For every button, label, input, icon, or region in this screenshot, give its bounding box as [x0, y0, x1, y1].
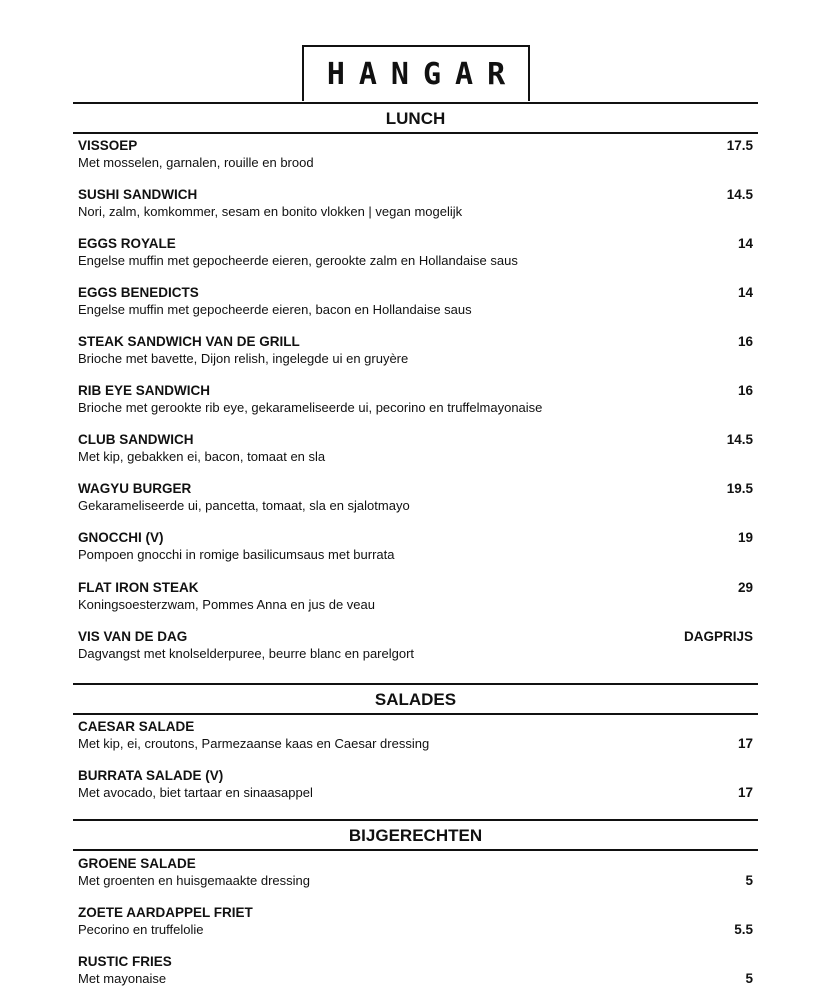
item-description: Engelse muffin met gepocheerde eieren, bacon en Hollandaise saus — [78, 302, 472, 317]
menu-item — [78, 629, 753, 665]
item-price: 14.5 — [726, 187, 753, 202]
item-name: EGGS ROYALE — [78, 236, 176, 251]
section-rule-bottom — [73, 713, 758, 715]
item-price: 17 — [737, 736, 753, 751]
item-description: Koningsoesterzwam, Pommes Anna en jus de veau — [78, 597, 376, 612]
menu-item — [78, 954, 753, 990]
item-name: CAESAR SALADE — [78, 719, 195, 734]
menu-item — [78, 481, 753, 517]
menu-item — [78, 285, 753, 321]
item-price: 5 — [745, 873, 753, 888]
item-price: 19 — [737, 530, 753, 545]
item-description: Met avocado, biet tartaar en sinaasappel — [78, 785, 313, 800]
item-price: 19.5 — [726, 481, 753, 496]
menu-item — [78, 138, 753, 174]
item-description: Brioche met gerookte rib eye, gekarameliseerde ui, pecorino en truffelmayonaise — [78, 400, 543, 415]
item-price: 17 — [737, 785, 753, 800]
item-name: GROENE SALADE — [78, 856, 196, 871]
section-rule-top — [73, 102, 758, 104]
section-rule-bottom — [73, 132, 758, 134]
item-price: 16 — [737, 334, 753, 349]
item-description: Gekarameliseerde ui, pancetta, tomaat, sla en sjalotmayo — [78, 498, 410, 513]
menu-item — [78, 856, 753, 892]
item-name: STEAK SANDWICH VAN DE GRILL — [78, 334, 300, 349]
item-name: WAGYU BURGER — [78, 481, 192, 496]
item-name: VISSOEP — [78, 138, 138, 153]
item-description: Brioche met bavette, Dijon relish, ingelegde ui en gruyère — [78, 351, 409, 366]
item-description: Pompoen gnocchi in romige basilicumsaus met burrata — [78, 547, 395, 562]
menu-item — [78, 768, 753, 804]
item-price: 5.5 — [734, 922, 753, 937]
section-rule-top — [73, 683, 758, 685]
item-name: RIB EYE SANDWICH — [78, 383, 211, 398]
item-name: GNOCCHI (V) — [78, 530, 164, 545]
menu-item — [78, 719, 753, 755]
item-name: BURRATA SALADE (V) — [78, 768, 224, 783]
item-name: FLAT IRON STEAK — [78, 580, 199, 595]
menu-item — [78, 187, 753, 223]
logo-text: HANGAR — [326, 56, 520, 92]
item-name: CLUB SANDWICH — [78, 432, 194, 447]
item-name: ZOETE AARDAPPEL FRIET — [78, 905, 253, 920]
item-price: 14 — [737, 285, 753, 300]
item-description: Engelse muffin met gepocheerde eieren, gerookte zalm en Hollandaise saus — [78, 253, 518, 268]
item-description: Pecorino en truffelolie — [78, 922, 204, 937]
menu-item — [78, 383, 753, 419]
item-description: Met mosselen, garnalen, rouille en brood — [78, 155, 314, 170]
item-name: EGGS BENEDICTS — [78, 285, 199, 300]
item-name: RUSTIC FRIES — [78, 954, 172, 969]
menu-item — [78, 530, 753, 566]
item-description: Dagvangst met knolselderpuree, beurre blanc en parelgort — [78, 646, 415, 661]
item-price: 17.5 — [726, 138, 753, 153]
item-name: SUSHI SANDWICH — [78, 187, 198, 202]
item-price: 29 — [737, 580, 753, 595]
menu-item — [78, 580, 753, 616]
section-title-lunch: LUNCH — [385, 109, 446, 128]
section-title-bijgerechten: BIJGERECHTEN — [348, 826, 483, 845]
menu-item — [78, 905, 753, 941]
item-name: VIS VAN DE DAG — [78, 629, 188, 644]
item-price: 14.5 — [726, 432, 753, 447]
section-rule-top — [73, 819, 758, 821]
item-description: Met kip, ei, croutons, Parmezaanse kaas en Caesar dressing — [78, 736, 430, 751]
menu-item — [78, 334, 753, 370]
item-description: Met kip, gebakken ei, bacon, tomaat en sla — [78, 449, 326, 464]
item-description: Met groenten en huisgemaakte dressing — [78, 873, 310, 888]
menu-item — [78, 432, 753, 468]
item-description: Met mayonaise — [78, 971, 167, 986]
logo-box — [302, 45, 530, 101]
item-price: 16 — [737, 383, 753, 398]
item-price: 5 — [745, 971, 753, 986]
item-price: DAGPRIJS — [683, 629, 753, 644]
item-price: 14 — [737, 236, 753, 251]
section-title-salades: SALADES — [374, 690, 457, 709]
menu-item — [78, 236, 753, 272]
item-description: Nori, zalm, komkommer, sesam en bonito vlokken | vegan mogelijk — [78, 204, 463, 219]
section-rule-bottom — [73, 849, 758, 851]
